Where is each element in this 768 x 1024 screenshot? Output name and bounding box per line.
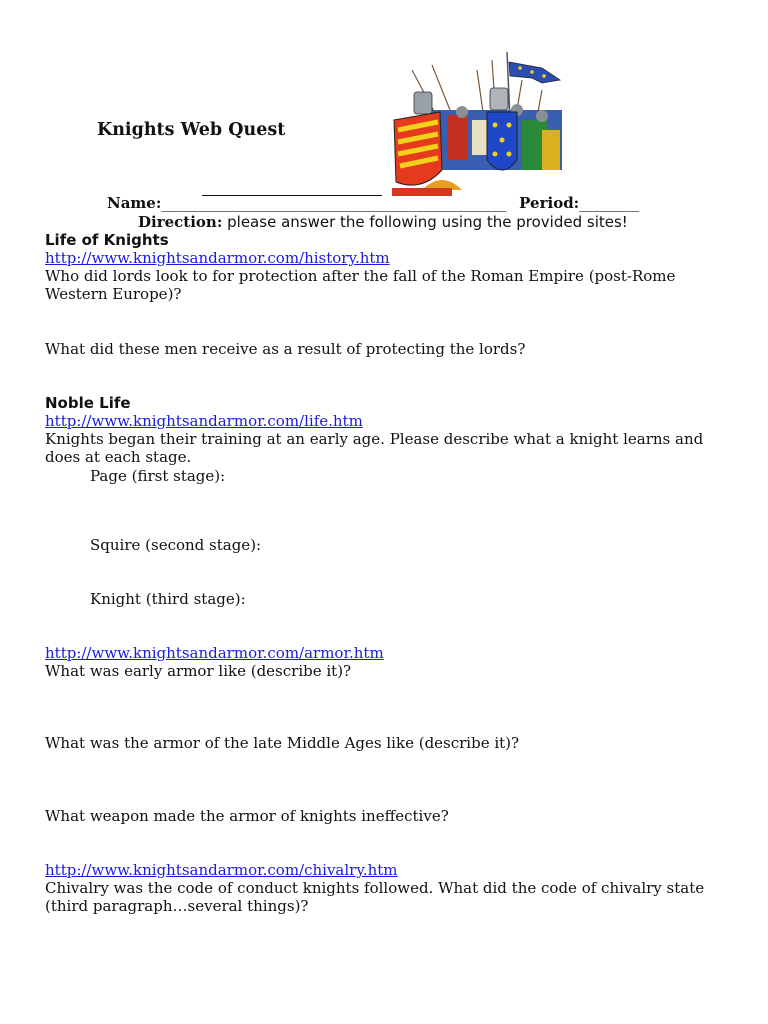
period-field[interactable]: ________ <box>579 194 640 212</box>
link-armor[interactable]: http://www.knightsandarmor.com/armor.htm <box>45 644 384 662</box>
question-late-armor: What was the armor of the late Middle Ages like (describe it)? <box>45 734 520 752</box>
question-chivalry: Chivalry was the code of conduct knights followed. What did the code of chivalry state (third paragraph…several things)? <box>45 879 705 915</box>
stage-page: Page (first stage): <box>90 467 226 485</box>
direction-label: Direction: <box>138 213 223 231</box>
period-label: Period: <box>519 194 580 212</box>
question-reward: What did these men receive as a result of protecting the lords? <box>45 340 526 358</box>
link-life[interactable]: http://www.knightsandarmor.com/life.htm <box>45 412 363 430</box>
name-label: Name: <box>107 194 162 212</box>
link-chivalry[interactable]: http://www.knightsandarmor.com/chivalry.htm <box>45 861 398 879</box>
section-heading-life: Life of Knights <box>45 231 169 249</box>
question-training: Knights began their training at an early age. Please describe what a knight learns and does at each stage. <box>45 430 704 466</box>
page-title: Knights Web Quest <box>97 120 286 140</box>
question-protection: Who did lords look to for protection after the fall of the Roman Empire (post-Rome Western Europe)? <box>45 267 676 303</box>
question-weapon: What weapon made the armor of knights ineffective? <box>45 807 449 825</box>
direction-text: please answer the following using the provided sites! <box>222 213 628 231</box>
name-field[interactable]: ______________________________________________ <box>161 194 507 212</box>
link-history[interactable]: http://www.knightsandarmor.com/history.htm <box>45 249 390 267</box>
stage-squire: Squire (second stage): <box>90 536 262 554</box>
knights-battle-illustration <box>392 50 564 196</box>
stage-knight: Knight (third stage): <box>90 590 246 608</box>
question-early-armor: What was early armor like (describe it)? <box>45 662 352 680</box>
section-heading-noble: Noble Life <box>45 394 131 412</box>
